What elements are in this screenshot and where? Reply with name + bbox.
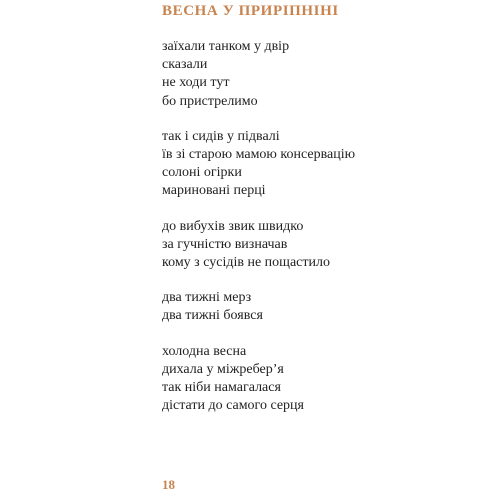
page-number: 18 xyxy=(162,477,175,492)
poem-line: сказали xyxy=(162,57,208,73)
poem-line: заїхали танком у двір xyxy=(162,39,290,54)
stanza xyxy=(162,218,482,273)
stanza xyxy=(162,128,482,201)
poem-body xyxy=(162,38,482,432)
poem-line: так ніби намагалася xyxy=(162,380,281,396)
poem-line: два тижні боявся xyxy=(162,308,263,324)
poem-line: мариновані перці xyxy=(162,183,266,199)
poem-line: не ходи тут xyxy=(162,75,230,91)
stanza xyxy=(162,38,482,111)
poem-title: ВЕСНА У ПРИРІПНІНІ xyxy=(162,3,339,19)
poem-line: холодна весна xyxy=(162,343,247,359)
poem-line: їв зі старою мамою консервацію xyxy=(162,147,356,163)
poem-line: бо пристрелимо xyxy=(162,93,258,109)
stanza xyxy=(162,289,482,325)
poem-line: за гучністю визначав xyxy=(162,236,288,252)
poem-line: дихала у міжребер’я xyxy=(162,361,284,377)
poem-line: солоні огірки xyxy=(162,165,242,181)
poem-line: кому з сусідів не пощастило xyxy=(162,255,330,271)
stanza xyxy=(162,343,482,416)
poem-line: дістати до самого серця xyxy=(162,398,304,414)
poem-line: два тижні мерз xyxy=(162,290,252,306)
poem-line: до вибухів звик швидко xyxy=(162,218,304,234)
poem-line: так і сидів у підвалі xyxy=(162,128,280,144)
